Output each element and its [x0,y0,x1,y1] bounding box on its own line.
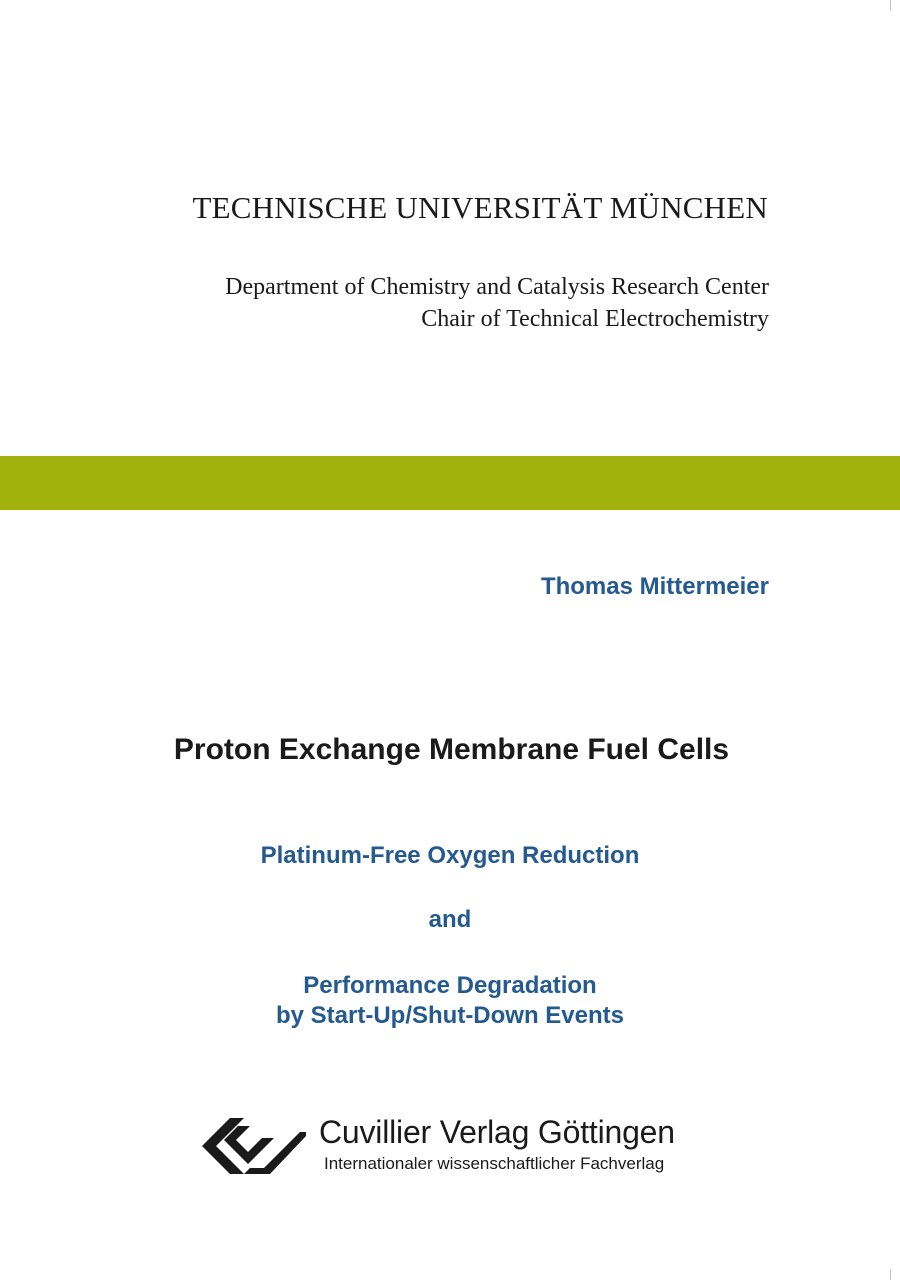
cuvillier-logo-icon [200,1116,308,1176]
subtitle-line-1: Platinum-Free Oxygen Reduction [260,842,640,869]
publisher-block [200,1110,720,1180]
crop-mark-top [890,0,891,10]
subtitle-line-2: Performance Degradation [303,972,597,999]
book-title: Proton Exchange Membrane Fuel Cells [173,733,730,766]
author-name: Thomas Mittermeier [540,573,769,600]
publisher-tagline: Internationaler wissenschaftlicher Fachverlag [324,1154,665,1173]
subtitle-line-3: by Start-Up/Shut-Down Events [275,1002,624,1029]
subtitle-connector: and [428,906,472,933]
crop-mark-bottom [890,1270,891,1280]
department-line-2: Chair of Technical Electrochemistry [421,306,769,332]
university-name: TECHNISCHE UNIVERSITÄT MÜNCHEN [192,190,768,225]
accent-band [0,456,900,510]
department-line-1: Department of Chemistry and Catalysis Research Center [225,274,769,300]
publisher-name: Cuvillier Verlag Göttingen [319,1114,675,1150]
